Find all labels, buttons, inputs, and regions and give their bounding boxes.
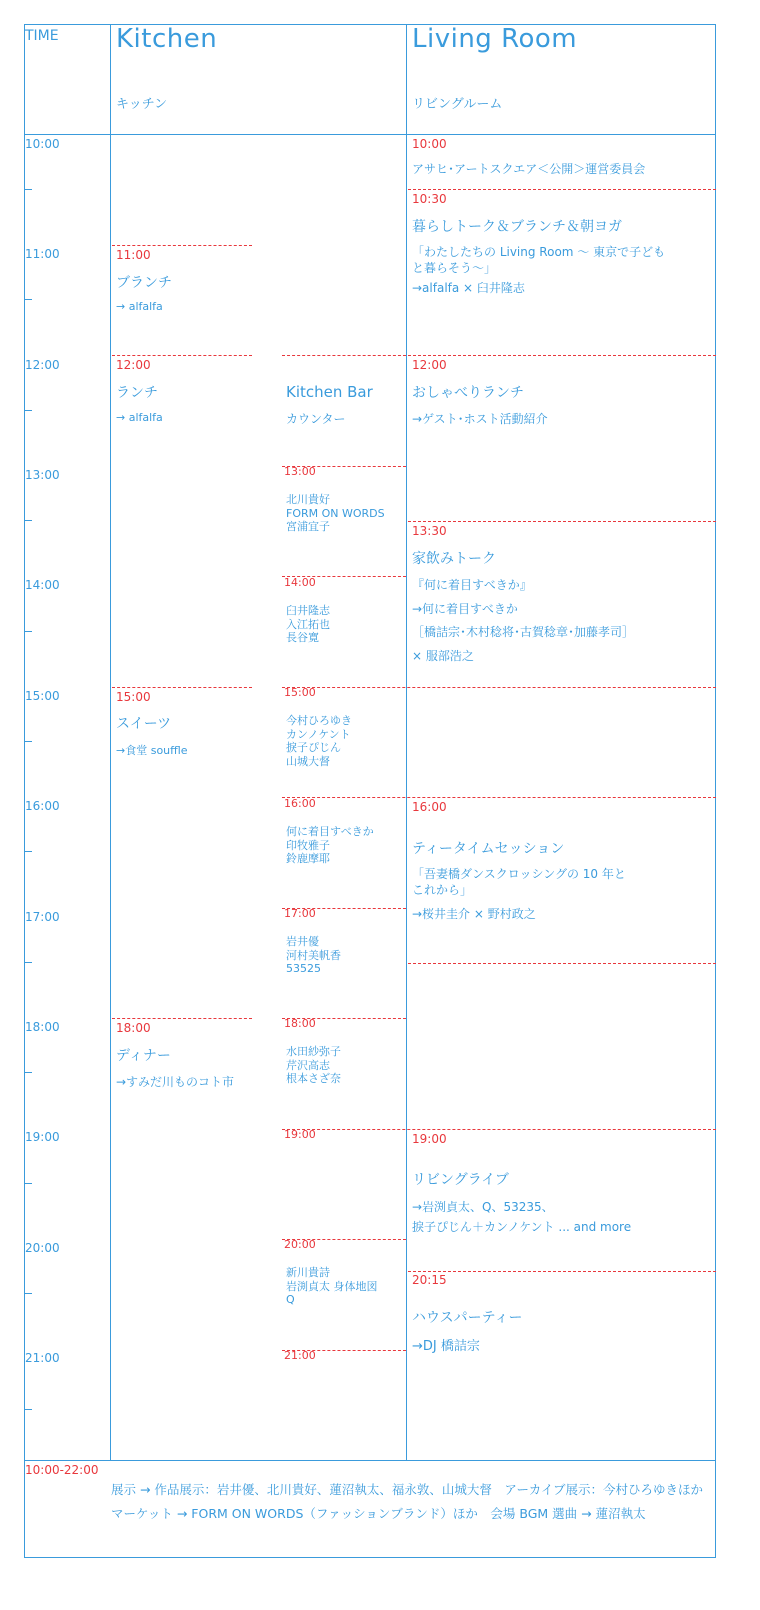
living-event-time: 12:00 (412, 358, 447, 372)
performer-name: 印牧雅子 (286, 838, 330, 852)
performer-name: 河村美帆香 (286, 948, 341, 962)
half-hour-tick (24, 851, 32, 852)
living-event-details (412, 1197, 631, 1237)
living-event-line: 捩子ぴじん＋カンノケント ... and more (412, 1220, 632, 1234)
hour-label: 20:00 (25, 1241, 60, 1255)
kitchen-subtitle: キッチン (116, 97, 168, 112)
kitchen-bar-slot-time: 21:00 (284, 1349, 316, 1362)
living-event-line: →桜井圭介 × 野村政之 (412, 907, 536, 921)
kitchen-bar-slot-names (286, 1045, 341, 1086)
living-event-line: 「わたしたちの Living Room 〜 東京で子ども (412, 245, 666, 259)
kitchen-event-note: →食堂 souffle (116, 744, 188, 757)
living-event-time: 10:00 (412, 137, 447, 151)
living-slot-divider (408, 1271, 716, 1272)
hour-label: 17:00 (25, 910, 60, 924)
performer-name: FORM ON WORDS (286, 506, 385, 520)
half-hour-tick (24, 410, 32, 411)
half-hour-tick (24, 962, 32, 963)
half-hour-tick (24, 631, 32, 632)
kitchen-bar-slot-names (286, 714, 352, 768)
half-hour-tick (24, 1409, 32, 1410)
time-header: TIME (25, 28, 59, 44)
living-event-line: →ゲスト･ホスト活動紹介 (412, 412, 548, 426)
kitchen-bar-slot-names (286, 493, 385, 534)
living-slot-divider (408, 963, 716, 964)
kitchen-event-time: 18:00 (116, 1021, 151, 1035)
hour-label: 18:00 (25, 1020, 60, 1034)
hour-label: 15:00 (25, 689, 60, 703)
kitchen-event-title: ブランチ (116, 275, 172, 291)
kitchen-event-title: ディナー (116, 1048, 171, 1064)
hour-label: 11:00 (25, 247, 60, 261)
living-slot-divider (408, 521, 716, 522)
living-event-line: →DJ 橋詰宗 (412, 1339, 480, 1354)
kitchen-event-note: → alfalfa (116, 411, 163, 424)
kitchen-bar-slot-names (286, 825, 374, 866)
performer-name: 鈴鹿摩耶 (286, 852, 330, 865)
hour-label: 14:00 (25, 578, 60, 592)
living-event-line: これから」 (412, 883, 473, 897)
footer-exhibition: 展示 → 作品展示：岩井優、北川貴好、蓮沼執太、福永敦、山城大督 アーカイブ展示：今村ひろゆきほか (111, 1482, 704, 1497)
kitchen-event-time: 15:00 (116, 690, 151, 704)
kitchen-event-note: → alfalfa (116, 300, 163, 313)
kitchen-slot-divider (112, 687, 252, 688)
kitchen-event-title: ランチ (116, 385, 158, 401)
performer-name: 53525 (286, 962, 321, 975)
performer-name: 北川貴好 (286, 493, 330, 506)
performer-name: 新川貴詩 (286, 1266, 330, 1279)
hour-label: 19:00 (25, 1130, 60, 1144)
half-hour-tick (24, 1293, 32, 1294)
half-hour-tick (24, 520, 32, 521)
slot-divider-wide (282, 687, 716, 688)
kitchen-bar-top-divider (282, 355, 406, 356)
kitchen-slot-divider (112, 245, 252, 246)
living-event-title: ハウスパーティー (412, 1310, 523, 1326)
kitchen-slot-divider (112, 355, 252, 356)
living-event-line: 『何に着目すべきか』 (412, 578, 532, 592)
living-event-line: × 服部浩之 (412, 648, 474, 663)
performer-name: 宮浦宜子 (286, 520, 330, 533)
footer-market: マーケット → FORM ON WORDS（ファッションブランド）ほか 会場 BGM 選曲 → 蓮沼執太 (111, 1506, 646, 1521)
kitchen-bar-slot-time: 15:00 (284, 686, 316, 699)
footer-divider (24, 1460, 716, 1461)
kitchen-slot-divider (112, 1018, 252, 1019)
kitchen-title: Kitchen (116, 24, 218, 54)
performer-name: 水田紗弥子 (286, 1045, 341, 1058)
hour-label: 12:00 (25, 358, 60, 372)
kitchen-event-title: スイーツ (116, 716, 172, 732)
footer-time: 10:00-22:00 (25, 1463, 99, 1477)
living-event-title: 家飲みトーク (412, 551, 496, 567)
kitchen-bar-subtitle: カウンター (286, 412, 346, 426)
living-event-line: ［橋詰宗･木村稔将･古賀稔章･加藤孝司］ (412, 625, 635, 639)
hour-label: 13:00 (25, 468, 60, 482)
slot-divider-wide (282, 1129, 716, 1130)
kitchen-bar-slot-time: 20:00 (284, 1238, 316, 1251)
slot-divider-wide (282, 797, 716, 798)
living-event-line: →alfalfa × 臼井隆志 (412, 281, 525, 295)
living-event-title: おしゃべりランチ (412, 385, 524, 401)
kitchen-bar-slot-time: 18:00 (284, 1017, 316, 1030)
living-event-title: 暮らしトーク＆ブランチ＆朝ヨガ (412, 219, 622, 235)
living-event-title: ティータイムセッション (412, 841, 565, 857)
performer-name: Q (286, 1293, 295, 1306)
performer-name: 今村ひろゆき (286, 714, 352, 727)
kitchen-bar-slot-time: 16:00 (284, 797, 316, 810)
performer-name: 根本さざ奈 (286, 1072, 341, 1085)
living-slot-divider (408, 189, 716, 190)
performer-name: 何に着目すべきか (286, 825, 374, 838)
performer-name: 山城大督 (286, 754, 330, 768)
living-event-time: 20:15 (412, 1273, 447, 1287)
header-divider (24, 134, 716, 135)
performer-name: 岩井優 (286, 935, 319, 948)
performer-name: 長谷寛 (286, 631, 319, 644)
kitchen-living-divider (406, 24, 407, 1460)
living-event-time: 19:00 (412, 1132, 447, 1146)
kitchen-bar-slot-time: 17:00 (284, 907, 316, 920)
living-event-time: 10:30 (412, 192, 447, 206)
half-hour-tick (24, 299, 32, 300)
living-event-time: 13:30 (412, 524, 447, 538)
living-event-line: と暮らそう〜」 (412, 261, 497, 275)
living-event-line: →岩渕貞太、Q、53235、 (412, 1200, 554, 1214)
kitchen-bar-slot-names (286, 935, 341, 976)
hour-label: 10:00 (25, 137, 60, 151)
half-hour-tick (24, 741, 32, 742)
performer-name: 捩子ぴじん (286, 741, 341, 754)
living-event-details (412, 866, 626, 922)
performer-name: カンノケント (286, 727, 351, 741)
half-hour-tick (24, 1072, 32, 1073)
performer-name: 入江拓也 (286, 617, 330, 631)
kitchen-bar-slot-names (286, 604, 330, 645)
living-event-details (412, 574, 634, 668)
kitchen-bar-title: Kitchen Bar (286, 383, 373, 401)
kitchen-bar-slot-time: 13:00 (284, 465, 316, 478)
kitchen-event-note: →すみだ川ものコト市 (116, 1075, 235, 1089)
living-event-time: 16:00 (412, 800, 447, 814)
performer-name: 臼井隆志 (286, 604, 330, 617)
kitchen-bar-slot-time: 19:00 (284, 1128, 316, 1141)
living-title: Living Room (412, 24, 578, 54)
living-event-line: 「吾妻橋ダンスクロッシングの 10 年と (412, 867, 626, 881)
half-hour-tick (24, 1183, 32, 1184)
half-hour-tick (24, 189, 32, 190)
living-event-line: →何に着目すべきか (412, 601, 518, 616)
living-slot-divider (408, 355, 716, 356)
performer-name: 芹沢高志 (286, 1058, 330, 1072)
kitchen-event-time: 12:00 (116, 358, 151, 372)
kitchen-event-time: 11:00 (116, 248, 151, 262)
living-event-title: リビングライブ (412, 1172, 509, 1188)
kitchen-bar-slot-names (286, 1266, 378, 1307)
living-event-title: アサヒ･アートスクエア＜公開＞運営委員会 (412, 162, 646, 176)
living-subtitle: リビングルーム (412, 97, 503, 112)
time-column-divider (110, 24, 111, 1460)
hour-label: 16:00 (25, 799, 60, 813)
kitchen-bar-slot-time: 14:00 (284, 576, 316, 589)
hour-label: 21:00 (25, 1351, 60, 1365)
living-event-details (412, 244, 665, 296)
performer-name: 岩渕貞太 身体地図 (286, 1279, 378, 1293)
